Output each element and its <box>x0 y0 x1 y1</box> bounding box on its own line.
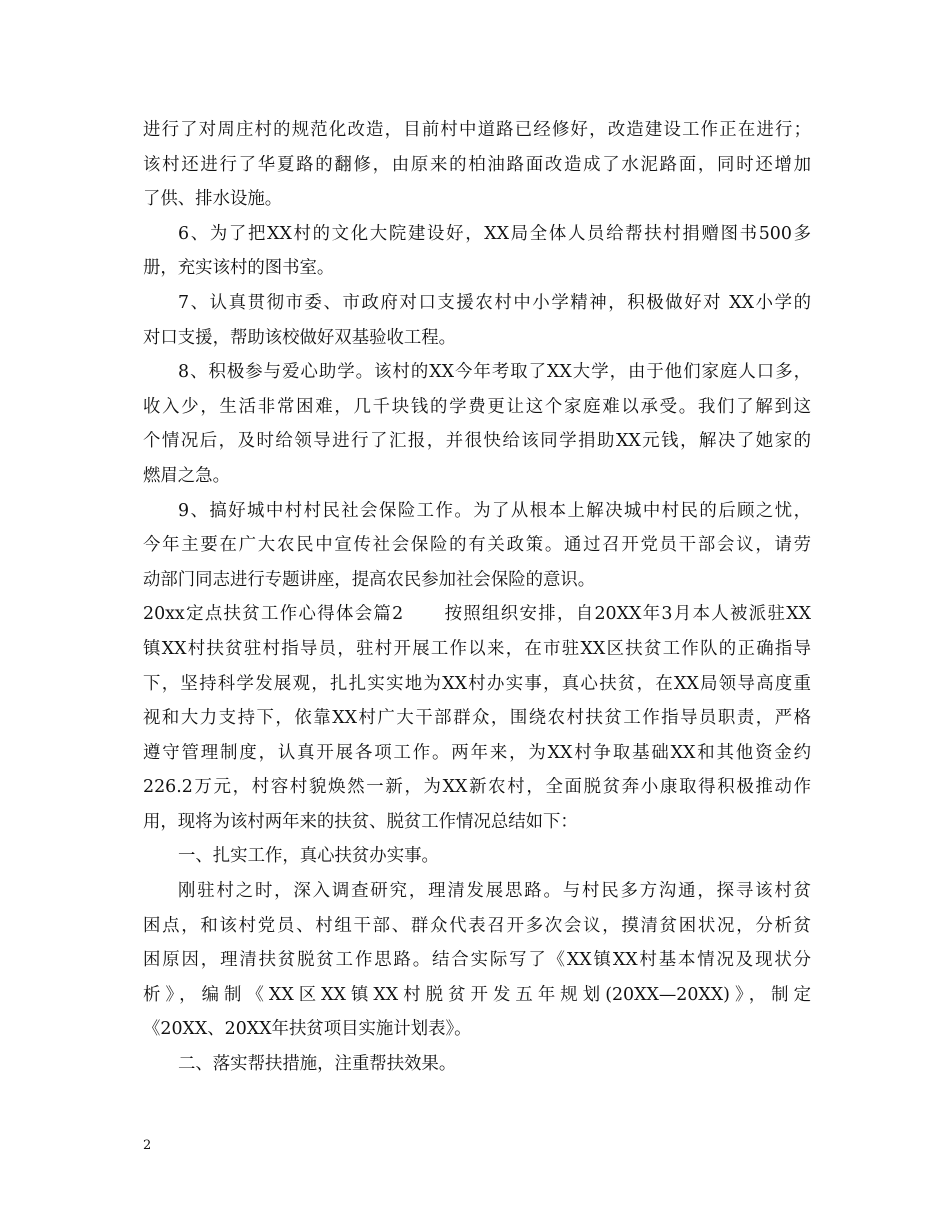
text-line: 困点，和该村党员、村组干部、群众代表召开多次会议，摸清贫困状况，分析贫 <box>143 915 811 936</box>
text-line: 9、搞好城中村村民社会保险工作。为了从根本上解决城中村民的后顾之忧， <box>178 500 811 521</box>
text-line: 《20XX、20XX年扶贫项目实施计划表》。 <box>143 1019 472 1040</box>
text-line: 册，充实该村的图书室。 <box>143 258 335 279</box>
text-line: 了供、排水设施。 <box>143 189 283 210</box>
text-line: 该村还进行了华夏路的翻修，由原来的柏油路面改造成了水泥路面，同时还增加 <box>143 154 811 175</box>
text-line: 视和大力支持下，依靠XX村广大干部群众，围绕农村扶贫工作指导员职责，严格 <box>143 708 811 729</box>
text-line: 进行了对周庄村的规范化改造，目前村中道路已经修好，改造建设工作正在进行； <box>143 120 811 140</box>
text-line: 今年主要在广大农民中宣传社会保险的有关政策。通过召开党员干部会议，请劳 <box>143 535 811 556</box>
text-line: 对口支援，帮助该校做好双基验收工程。 <box>143 327 457 348</box>
line-text: 按照组织安排，自20XX年3月本人被派驻XX <box>443 604 811 625</box>
text-line: 析》，编制《XX区XX镇XX村脱贫开发五年规划(20XX—20XX)》，制定 <box>143 984 811 1005</box>
text-line: 收入少，生活非常困难，几千块钱的学费更让这个家庭难以承受。我们了解到这 <box>143 396 811 417</box>
text-line: 226.2万元，村容村貌焕然一新，为XX新农村，全面脱贫奔小康取得积极推动作 <box>143 777 811 798</box>
text-line: 用，现将为该村两年来的扶贫、脱贫工作情况总结如下： <box>143 811 578 832</box>
text-line: 镇XX村扶贫驻村指导员，驻村开展工作以来，在市驻XX区扶贫工作队的正确指导 <box>143 638 811 659</box>
text-line: 燃眉之急。 <box>143 465 230 486</box>
text-line: 遵守管理制度，认真开展各项工作。两年来，为XX村争取基础XX和其他资金约 <box>143 742 811 763</box>
section-heading-line <box>143 597 811 632</box>
text-line: 动部门同志进行专题讲座，提高农民参加社会保险的意识。 <box>143 569 596 590</box>
text-line: 二、落实帮扶措施，注重帮扶效果。 <box>178 1054 457 1075</box>
text-line: 6、为了把XX村的文化大院建设好，XX局全体人员给帮扶村捐赠图书500多 <box>178 223 811 244</box>
text-line: 一、扎实工作，真心扶贫办实事。 <box>178 846 439 867</box>
text-line: 刚驻村之时，深入调查研究，理清发展思路。与村民多方沟通，探寻该村贫 <box>178 881 811 902</box>
page-number: 2 <box>143 1138 152 1153</box>
text-line: 7、认真贯彻市委、市政府对口支援农村中小学精神，积极做好对 XX小学的 <box>178 292 811 313</box>
text-line: 个情况后，及时给领导进行了汇报，并很快给该同学捐助XX元钱，解决了她家的 <box>143 431 811 452</box>
text-line: 困原因，理清扶贫脱贫工作思路。结合实际写了《XX镇XX村基本情况及现状分 <box>143 950 811 971</box>
section-heading: 20xx定点扶贫工作心得体会篇2 <box>143 604 404 625</box>
text-line: 8、积极参与爱心助学。该村的XX今年考取了XX大学，由于他们家庭人口多， <box>178 362 811 383</box>
document-body <box>143 113 811 1082</box>
text-line: 下，坚持科学发展观，扎扎实实地为XX村办实事，真心扶贫，在XX局领导高度重 <box>143 673 811 694</box>
